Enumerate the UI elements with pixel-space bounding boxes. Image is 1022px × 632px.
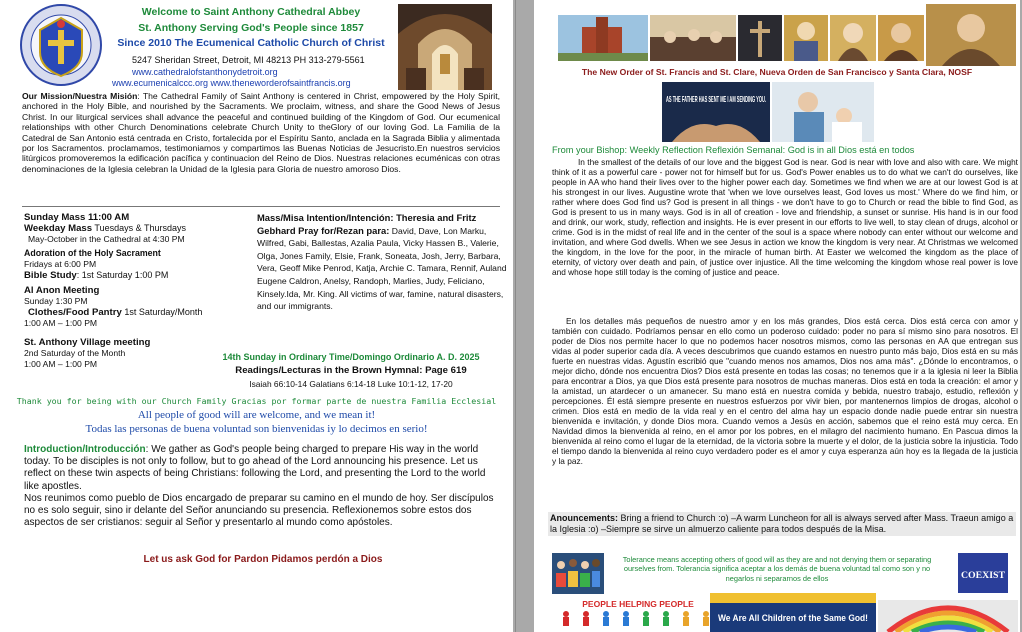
cathedral-interior-photo: [398, 4, 492, 90]
saint-anthony-icon: [878, 15, 924, 61]
liturgical-sunday: 14th Sunday in Ordinary Time/Domingo Ordinario A. D. 2025: [222, 352, 480, 362]
divider: [22, 206, 500, 207]
reflection-spanish: En los detalles más pequeños de nuestro amor y en los más grandes, Dios está cerca. Dios está cerca con amor y también con cuidado. Podríamos pensar en ello como un poderoso cuidado: poder no para sí mismo sino para nosotros. El poder de Dios nos permite hacer lo que no podemos hacer nosotros mismos, como las personas en AA que entregan sus vidas al poder superior cada día. A veces descubrimos que cuando estamos en nuestro punto más bajo, Dios está en su más fuerte en nuestras vidas. Agustín escribió que "cuando menos nos amamos, Dios nos ama más". ¿Dónde lo encontramos, o mejor dicho, dónde nos encuentra Dios? Dios está presente en todas las cosas; no tenemos que ir a la iglesia ni leer la Biblia para encontrar a Dios, ya que Dios está presente para nosotros de muchas maneras. Dios está en toda la creación: el amor y la amistad, un atardecer o un amanecer. Su mano está en nuestra comida y bebida, nuestro trabajo, estudio, reflexión y percepciones. Él está siempre presente en nuestros esfuerzos por vivir bien, por mantenernos limpios de drogas, alcohol o crimen. Dios está en medio de la vida real y en el centro del alma hay un espacio donde nadie puede entrar sin nuestra bienvenida e invitación, y donde Dios mora. Cuando vemos a Jesús en acción, sabemos que el reino está muy cerca. En Navidad dimos la bienvenida al reino, en el amor por los pobres, en el milagro del nacimiento humano. En Pascua dimos la bienvenida al reino como el lugar de la eternidad, de la victoria sobre la muerte y el dolor, de la justicia sobre la injusticia. Todo el tiempo dando la bienvenida al reino cuyo verdadero poder es el amor y cuya esperanza aún hoy es la llegada de la justicia y la paz.: [552, 316, 1018, 466]
prayer-names: David, Dave, Lon Marku, Wilfred, Gabi, Ballestas, Azalia Paula, Vicky Hassen B., Valerie, Olga, Jones Family, Elsie, Frank, Soneata, Josh, Jerry, Barbara, Vera, Geoff Mike Penrod, Katja, Archie C. Tamara, Rennif, Auland Eugene Caldron, Anelsy, Randoph, Marlies, Judy, Feliciano, Kinsely.Ida, Mr. King. All victims of war, famine, natural disasters, and our immigrants.: [257, 225, 507, 312]
welcome-title: Welcome to Saint Anthony Cathedral Abbey: [141, 6, 361, 18]
people-helping-people-banner: [552, 596, 724, 628]
tolerance-statement: Tolerance means accepting others of good will as they are and not denying them or separating ourselves from. Tolerancia significa aceptar a los demás de buena voluntad tal como son y no negarlos ni separarnos de ellos: [622, 555, 932, 583]
caregiver-photo: [772, 82, 874, 142]
sunday-mass: Sunday Mass 11:00 AM: [24, 212, 130, 223]
pantry-heading: Clothes/Food Pantry: [28, 307, 122, 318]
readings-title: Readings/Lecturas in the Brown Hymnal: Page 619: [235, 365, 467, 376]
intention-label: Mass/Misa Intention/Intención: Theresia and Fritz Gebhard: [257, 212, 477, 236]
new-order-title: The New Order of St. Francis and St. Clare, Nueva Orden de San Francisco y Santa Clara, NOSF: [581, 67, 973, 77]
mission-text: : The Cathedral Family of Saint Anthony is centered in Christ, empowered by the Holy Spirit, anchored in the Holy Bible, and nourished by the Sacraments. We proclaim, witness, and share the Good News of Jesus Christ. In our liturgical services shall advance the peaceful and continued building of the Kingdom of God. Our ecumenical relationships with other Church Denominations celebrate Church Unity to theGlory of our loving God. La Familia de la Catedral de San Antonio está centrada en Cristo, fortalecida por el Espíritu Santo, anclada en la Sagrada Biblia y alimentada por los Sacramentos. proclamamos, testimoniamos y compartimos las Buenas Noticias de Jesucristo.En nuestros servicios litúrgicos promoveremos la edificación pacífica y continuacion del Reino de Dios. Nuestras relaciones ecuménicas con otras denominaciones de la Iglesia celebran la Unidad de la Iglesia para Gloria de nuestro amoroso Dios.: [22, 91, 500, 174]
pray-for-label: Pray for/Rezan para:: [295, 224, 390, 236]
website-links[interactable]: www.ecumenicalccc.org www.theneworderofsaintfrancis.org: [112, 78, 351, 88]
reflection-english: In the smallest of the details of our love and the biggest God is near. God is near with love and also with care. We might think of it as a powerful care - power not for himself but for us. God's Power enables us to do what we can't do ourselves, like people in AA who hand their lives over to the higher power each day. Sometimes we find when we are at our lowest God is at his strongest in our lives. Augustine wrote that 'when we love ourselves least, God loves us most.' Where do we find him, or rather where does God find us? God is present in all things - we don't have to go to Church or read the bible to find God, as God is present to us in many ways. God is in all of creation - love and friendship, a sunset or sunrise. His hand is in our food and drink, our work, study, reflection and insights. He is ever present in our efforts to live well, to stay clean of drugs, alcohol or crime. God is in the midst of real life and in the center of the soul is a space where nobody can enter without our welcome and invitation, and where God dwells. When we see Jesus in action we know the kingdom is very near. At Christmas we welcomed the kingdom, in the love for the poor, in the miracle of human birth. At Easter we welcomed the kingdom as the place of eternity, of victory over death and pain, of justice over injustice. All the time welcoming the kingdom whose real power is love and whose hope still today is the coming of justice and peace.: [552, 157, 1018, 277]
introduction-label: Introduction/Introducción: [24, 444, 146, 455]
sending-hands-image: [662, 82, 770, 142]
bishop-reflection-heading: From your Bishop: Weekly Reflection Reflexión Semanal: God is in all Dios está en todos: [552, 145, 915, 155]
mass-schedule: [24, 212, 254, 370]
children-blocks-image: [552, 553, 604, 594]
adoration-time: Fridays at 6:00 PM: [24, 259, 97, 269]
coexist-logo: [958, 553, 1008, 593]
village-meeting-heading: St. Anthony Village meeting: [24, 337, 151, 348]
weekday-mass-season: May-October in the Cathedral at 4:30 PM: [28, 234, 185, 244]
crucifix-photo: [738, 15, 782, 61]
welcome-english: All people of good will are welcome, and we mean it!: [137, 409, 376, 421]
website-link[interactable]: www.cathedralofstanthonydetroit.org: [132, 67, 278, 77]
page-divider: [515, 0, 516, 632]
bible-study-heading: Bible Study: [24, 270, 77, 281]
coexist-text: COEXIST: [961, 570, 1005, 580]
weekday-mass-days: Tuesdays & Thursdays: [92, 223, 186, 233]
welcome-spanish: Todas las personas de buena voluntad son bienvenidas iy lo decimos en serio!: [85, 423, 428, 435]
congregation-photo: [650, 15, 736, 61]
rainbow-unity-image: [878, 594, 1018, 632]
alanon-time: Sunday 1:30 PM: [24, 296, 88, 306]
thanks-line: Thank you for being with our Church Family Gracias por formar parte de nuestra Familia Ecclesial: [16, 396, 497, 406]
children-of-god-banner: [710, 593, 876, 632]
saint-francis-icon: [926, 4, 1016, 66]
saint-clare-icon: [830, 15, 876, 61]
mission-statement: [22, 91, 500, 174]
church-seal-logo: [18, 4, 104, 86]
weekday-mass-heading: Weekday Mass: [24, 223, 93, 234]
church-address: 5247 Sheridan Street, Detroit, MI 48213 PH 313-279-5561: [132, 55, 365, 65]
village-meeting-time: 1:00 AM – 1:00 PM: [24, 359, 98, 369]
bulletin-right-page: [534, 0, 1020, 632]
pardon-line: Let us ask God for Pardon Pidamos perdón a Dios: [143, 554, 383, 565]
announcements-text: Bring a friend to Church :o) –A warm Luncheon for all is always served after Mass. Traeun amigo a la Iglesia :o) –Siempre se sirve un almuerzo caliente para todos después de la Misa.: [550, 513, 1014, 534]
people-helping-people-text: PEOPLE HELPING PEOPLE: [582, 599, 694, 609]
announcements-label: Anouncements:: [550, 513, 619, 523]
serving-subtitle: St. Anthony Serving God's People since 1857: [138, 22, 364, 34]
introduction: [24, 444, 502, 529]
introduction-english: : We gather as God's people being charged to prepare His way in the world today. To be disciples is not only to follow, but to go ahead of the Lord announcing his presence. Let us reflect on these twin aspects of being Christians: following the Lord, and presenting the Lord to the world like apostles.: [24, 444, 486, 492]
children-of-god-text: We Are All Children of the Same God!: [718, 613, 869, 623]
pantry-time: 1:00 AM – 1:00 PM: [24, 318, 98, 328]
cathedral-exterior-photo: [558, 15, 648, 61]
mission-label: Our Mission/Nuestra Misión: [22, 91, 138, 101]
ecumenical-subtitle: Since 2010 The Ecumenical Catholic Church of Christ: [117, 37, 385, 49]
introduction-spanish: Nos reunimos como pueblo de Dios encargado de preparar su camino en el mundo de hoy. Ser discípulos no es solo seguir, sino ir delante del Señor anunciando su presencia. Reflexionemos sobre estos dos aspectos de ser cristianos: seguir al Señor y presentarlo al mundo como apóstoles.: [24, 492, 494, 529]
readings-references: Isaiah 66:10-14 Galatians 6:14-18 Luke 10:1-12, 17-20: [249, 379, 453, 389]
bible-study-time: : 1st Saturday 1:00 PM: [76, 270, 169, 280]
pantry-day: 1st Saturday/Month: [121, 307, 203, 317]
saint-icon-photo: [784, 15, 828, 61]
announcements: [548, 512, 1016, 536]
adoration-heading: Adoration of the Holy Sacrament: [24, 248, 161, 258]
alanon-heading: Al Anon Meeting: [24, 285, 100, 296]
village-meeting-day: 2nd Saturday of the Month: [24, 348, 126, 358]
mass-intention: [257, 212, 507, 313]
sending-quote-text: AS THE FATHER HAS SENT ME I AM SENDING YOU.: [666, 94, 766, 104]
